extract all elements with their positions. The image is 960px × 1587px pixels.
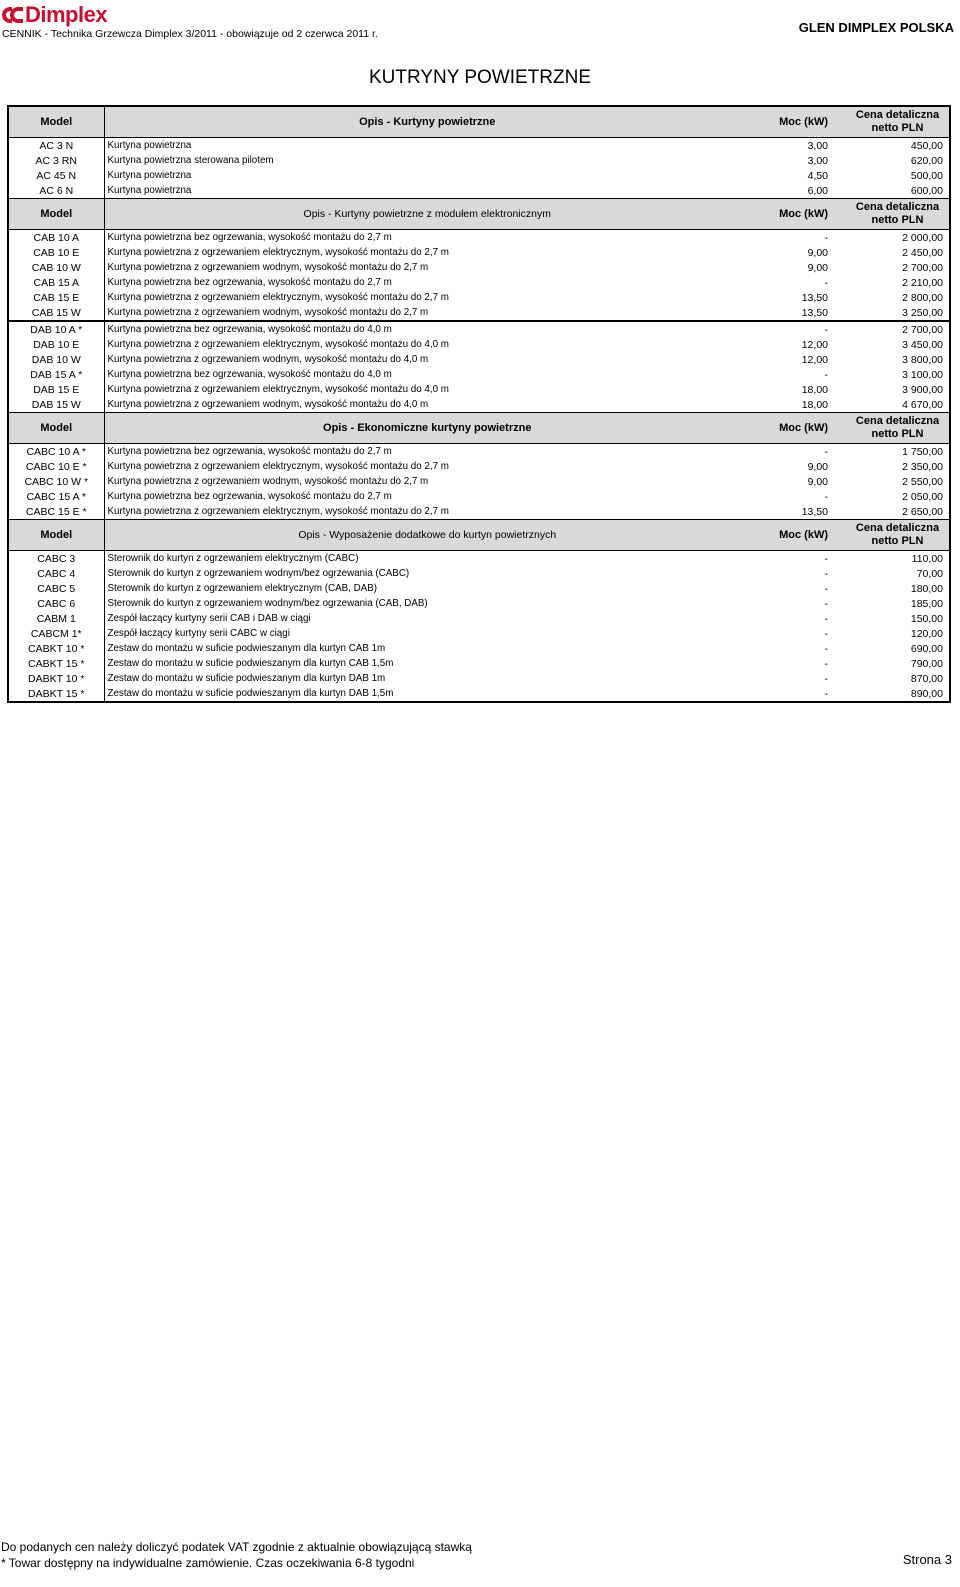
description-cell: Kurtyna powietrzna z ogrzewaniem elektrycznym, wysokość montażu do 2,7 m bbox=[107, 460, 449, 472]
price-header-line1: Cena detaliczna bbox=[855, 415, 940, 427]
model-cell: CAB 15 A bbox=[8, 275, 104, 290]
price-cell: 2 800,00 bbox=[902, 291, 943, 304]
power-cell: - bbox=[824, 276, 828, 289]
table-row bbox=[8, 382, 950, 397]
price-cell: 450,00 bbox=[910, 139, 943, 152]
model-cell: CABC 10 E * bbox=[8, 459, 104, 474]
table-row bbox=[8, 474, 950, 489]
table-row bbox=[8, 260, 950, 275]
table-row bbox=[8, 321, 950, 337]
model-cell: AC 3 RN bbox=[8, 153, 104, 168]
power-cell: 4,50 bbox=[807, 169, 828, 182]
description-cell: Kurtyna powietrzna z ogrzewaniem wodnym, wysokość montażu do 2,7 m bbox=[107, 475, 429, 487]
price-header-line1: Cena detaliczna bbox=[855, 522, 940, 534]
price-cell: 120,00 bbox=[910, 627, 943, 640]
section-header-row bbox=[8, 413, 950, 444]
section-header-row bbox=[8, 106, 950, 138]
description-cell: Sterownik do kurtyn z ogrzewaniem wodnym/bez ogrzewania (CABC) bbox=[107, 567, 410, 579]
price-cell: 3 800,00 bbox=[902, 353, 943, 366]
table-row bbox=[8, 337, 950, 352]
column-header-model: Model bbox=[8, 199, 104, 230]
power-cell: 3,00 bbox=[807, 154, 828, 167]
power-cell: 9,00 bbox=[807, 246, 828, 259]
power-cell: - bbox=[824, 445, 828, 458]
price-cell: 4 670,00 bbox=[902, 398, 943, 411]
table-row bbox=[8, 489, 950, 504]
description-cell: Kurtyna powietrzna bbox=[107, 139, 192, 151]
power-cell: 9,00 bbox=[807, 261, 828, 274]
page-title: KUTRYNY POWIETRZNE bbox=[368, 67, 592, 88]
model-cell: DAB 15 W bbox=[8, 397, 104, 413]
description-cell: Kurtyna powietrzna bez ogrzewania, wysokość montażu do 2,7 m bbox=[107, 276, 392, 288]
price-cell: 3 250,00 bbox=[902, 306, 943, 319]
dimplex-logo-icon bbox=[2, 5, 24, 25]
price-header-line2: netto PLN bbox=[871, 428, 924, 440]
description-cell: Kurtyna powietrzna z ogrzewaniem elektrycznym, wysokość montażu do 2,7 m bbox=[107, 505, 449, 517]
description-cell: Zestaw do montażu w suficie podwieszanym dla kurtyn DAB 1m bbox=[107, 672, 386, 684]
description-cell: Kurtyna powietrzna sterowana pilotem bbox=[107, 154, 274, 166]
table-row bbox=[8, 444, 950, 460]
description-cell: Zestaw do montażu w suficie podwieszanym dla kurtyn DAB 1,5m bbox=[107, 687, 394, 699]
price-cell: 185,00 bbox=[910, 597, 943, 610]
description-cell: Zespół łaczący kurtyny serii CABC w ciągi bbox=[107, 627, 290, 639]
model-cell: CABC 6 bbox=[8, 596, 104, 611]
column-header-price bbox=[846, 106, 950, 138]
model-cell: CAB 15 E bbox=[8, 290, 104, 305]
price-cell: 2 550,00 bbox=[902, 475, 943, 488]
power-cell: - bbox=[824, 490, 828, 503]
model-cell: CABC 15 A * bbox=[8, 489, 104, 504]
table-row bbox=[8, 581, 950, 596]
price-cell: 3 450,00 bbox=[902, 338, 943, 351]
dimplex-logo bbox=[2, 3, 107, 27]
company-name: GLEN DIMPLEX POLSKA bbox=[798, 20, 954, 35]
table-row bbox=[8, 641, 950, 656]
model-cell: CABC 15 E * bbox=[8, 504, 104, 520]
price-table bbox=[7, 105, 951, 703]
table-row bbox=[8, 183, 950, 199]
price-cell: 2 000,00 bbox=[902, 231, 943, 244]
description-cell: Kurtyna powietrzna bez ogrzewania, wysokość montażu do 4,0 m bbox=[104, 321, 750, 337]
column-header-power: Moc (kW) bbox=[750, 106, 846, 138]
table-row bbox=[8, 671, 950, 686]
description-cell: Zespół łaczący kurtyny serii CAB i DAB w ciągi bbox=[107, 612, 311, 624]
power-cell: - bbox=[824, 231, 828, 244]
table-row bbox=[8, 153, 950, 168]
price-cell: 2 210,00 bbox=[902, 276, 943, 289]
model-cell: DABKT 15 * bbox=[8, 686, 104, 702]
price-header-line1: Cena detaliczna bbox=[855, 201, 940, 213]
power-cell: 3,00 bbox=[807, 139, 828, 152]
price-cell: 2 050,00 bbox=[902, 490, 943, 503]
power-cell: - bbox=[824, 552, 828, 565]
model-cell: DAB 10 W bbox=[8, 352, 104, 367]
power-cell: - bbox=[824, 627, 828, 640]
logo-text: Dimplex bbox=[25, 2, 108, 27]
model-cell: AC 6 N bbox=[8, 183, 104, 199]
price-cell: 1 750,00 bbox=[902, 445, 943, 458]
price-cell: 600,00 bbox=[910, 184, 943, 197]
power-cell: - bbox=[824, 582, 828, 595]
table-row bbox=[8, 305, 950, 321]
model-cell: DAB 15 E bbox=[8, 382, 104, 397]
model-cell: CABC 10 W * bbox=[8, 474, 104, 489]
price-cell: 790,00 bbox=[910, 657, 943, 670]
table-row bbox=[8, 275, 950, 290]
power-cell: 18,00 bbox=[801, 398, 828, 411]
model-cell: DAB 10 A * bbox=[8, 321, 104, 337]
price-cell: 870,00 bbox=[910, 672, 943, 685]
table-row bbox=[8, 352, 950, 367]
vat-note: Do podanych cen należy doliczyć podatek VAT zgodnie z aktualnie obowiązującą stawką bbox=[1, 1540, 472, 1554]
table-row bbox=[8, 656, 950, 671]
model-cell: CABC 10 A * bbox=[8, 444, 104, 460]
price-cell: 3 900,00 bbox=[902, 383, 943, 396]
power-cell: 12,00 bbox=[801, 353, 828, 366]
price-header-line2: netto PLN bbox=[871, 122, 924, 134]
description-cell: Kurtyna powietrzna bez ogrzewania, wysokość montażu do 2,7 m bbox=[107, 231, 392, 243]
column-header-description: Opis - Ekonomiczne kurtyny powietrzne bbox=[104, 413, 750, 444]
column-header-description: Opis - Kurtyny powietrzne bbox=[104, 106, 750, 138]
table-row bbox=[8, 230, 950, 246]
column-header-description: Opis - Wyposażenie dodatkowe do kurtyn powietrznych bbox=[104, 520, 750, 551]
table-row bbox=[8, 290, 950, 305]
model-cell: CABC 3 bbox=[8, 551, 104, 567]
column-header-power: Moc (kW) bbox=[750, 413, 846, 444]
power-cell: - bbox=[824, 657, 828, 670]
table-row bbox=[8, 551, 950, 567]
page-header bbox=[0, 0, 960, 42]
table-row bbox=[8, 245, 950, 260]
table-row bbox=[8, 611, 950, 626]
power-cell: 12,00 bbox=[801, 338, 828, 351]
price-header-line2: netto PLN bbox=[871, 535, 924, 547]
power-cell: 13,50 bbox=[801, 505, 828, 518]
model-cell: CAB 15 W bbox=[8, 305, 104, 321]
description-cell: Sterownik do kurtyn z ogrzewaniem wodnym/bez ogrzewania (CAB, DAB) bbox=[107, 597, 428, 609]
description-cell: Zestaw do montażu w suficie podwieszanym dla kurtyn CAB 1m bbox=[107, 642, 386, 654]
model-cell: CABM 1 bbox=[8, 611, 104, 626]
power-cell: 18,00 bbox=[801, 383, 828, 396]
price-cell: 2 450,00 bbox=[902, 246, 943, 259]
table-row bbox=[8, 397, 950, 413]
power-cell: - bbox=[824, 597, 828, 610]
model-cell: CABKT 10 * bbox=[8, 641, 104, 656]
price-cell: 70,00 bbox=[916, 567, 943, 580]
model-cell: AC 3 N bbox=[8, 138, 104, 154]
price-cell: 180,00 bbox=[910, 582, 943, 595]
price-cell: 2 650,00 bbox=[902, 505, 943, 518]
model-cell: CAB 10 W bbox=[8, 260, 104, 275]
price-table-body bbox=[8, 106, 950, 702]
column-header-power: Moc (kW) bbox=[750, 199, 846, 230]
description-cell: Kurtyna powietrzna bez ogrzewania, wysokość montażu do 2,7 m bbox=[107, 490, 392, 502]
page-number: Strona 3 bbox=[902, 1552, 952, 1567]
column-header-model: Model bbox=[8, 520, 104, 551]
model-cell: CABKT 15 * bbox=[8, 656, 104, 671]
price-cell: 2 700,00 bbox=[846, 321, 950, 337]
price-cell: 2 700,00 bbox=[902, 261, 943, 274]
description-cell: Kurtyna powietrzna z ogrzewaniem wodnym, wysokość montażu do 4,0 m bbox=[107, 398, 429, 410]
table-row bbox=[8, 168, 950, 183]
power-cell: - bbox=[824, 642, 828, 655]
table-row bbox=[8, 566, 950, 581]
model-cell: AC 45 N bbox=[8, 168, 104, 183]
price-cell: 690,00 bbox=[910, 642, 943, 655]
price-cell: 620,00 bbox=[910, 154, 943, 167]
table-row bbox=[8, 596, 950, 611]
description-cell: Kurtyna powietrzna z ogrzewaniem elektrycznym, wysokość montażu do 2,7 m bbox=[107, 291, 449, 303]
description-cell: Kurtyna powietrzna bbox=[107, 169, 192, 181]
column-header-power: Moc (kW) bbox=[750, 520, 846, 551]
column-header-description: Opis - Kurtyny powietrzne z modułem elektronicznym bbox=[104, 199, 750, 230]
description-cell: Kurtyna powietrzna bbox=[107, 184, 192, 196]
price-cell: 500,00 bbox=[910, 169, 943, 182]
model-cell: DABKT 10 * bbox=[8, 671, 104, 686]
table-row bbox=[8, 459, 950, 474]
table-row bbox=[8, 504, 950, 520]
price-cell: 110,00 bbox=[911, 552, 943, 565]
power-cell: 13,50 bbox=[801, 291, 828, 304]
column-header-model: Model bbox=[8, 413, 104, 444]
description-cell: Kurtyna powietrzna z ogrzewaniem wodnym, wysokość montażu do 2,7 m bbox=[107, 306, 429, 318]
model-cell: CAB 10 A bbox=[8, 230, 104, 246]
description-cell: Zestaw do montażu w suficie podwieszanym dla kurtyn CAB 1,5m bbox=[107, 657, 394, 669]
description-cell: Kurtyna powietrzna z ogrzewaniem elektrycznym, wysokość montażu do 4,0 m bbox=[107, 383, 449, 395]
column-header-price bbox=[846, 520, 950, 551]
description-cell: Kurtyna powietrzna z ogrzewaniem elektrycznym, wysokość montażu do 2,7 m bbox=[107, 246, 449, 258]
availability-note: * Towar dostępny na indywidualne zamówienie. Czas oczekiwania 6-8 tygodni bbox=[1, 1556, 415, 1570]
model-cell: DAB 15 A * bbox=[8, 367, 104, 382]
power-cell: 6,00 bbox=[807, 184, 828, 197]
model-cell: CABCM 1* bbox=[8, 626, 104, 641]
description-cell: Kurtyna powietrzna z ogrzewaniem wodnym, wysokość montażu do 2,7 m bbox=[107, 261, 429, 273]
document-subtitle: CENNIK - Technika Grzewcza Dimplex 3/2011 - obowiązuje od 2 czerwca 2011 r. bbox=[2, 28, 378, 40]
column-header-price bbox=[846, 413, 950, 444]
power-cell: - bbox=[824, 612, 828, 625]
model-cell: CAB 10 E bbox=[8, 245, 104, 260]
power-cell: - bbox=[750, 321, 846, 337]
price-cell: 3 100,00 bbox=[902, 368, 943, 381]
price-header-line2: netto PLN bbox=[871, 214, 924, 226]
description-cell: Kurtyna powietrzna z ogrzewaniem wodnym, wysokość montażu do 4,0 m bbox=[107, 353, 429, 365]
section-header-row bbox=[8, 199, 950, 230]
column-header-model: Model bbox=[8, 106, 104, 138]
power-cell: - bbox=[824, 368, 828, 381]
table-row bbox=[8, 367, 950, 382]
power-cell: - bbox=[824, 567, 828, 580]
description-cell: Kurtyna powietrzna bez ogrzewania, wysokość montażu do 2,7 m bbox=[107, 445, 392, 457]
table-row bbox=[8, 686, 950, 702]
price-cell: 150,00 bbox=[910, 612, 943, 625]
price-cell: 2 350,00 bbox=[902, 460, 943, 473]
power-cell: 9,00 bbox=[807, 460, 828, 473]
description-cell: Kurtyna powietrzna z ogrzewaniem elektrycznym, wysokość montażu do 4,0 m bbox=[107, 338, 449, 350]
price-header-line1: Cena detaliczna bbox=[855, 109, 940, 121]
table-row bbox=[8, 626, 950, 641]
column-header-price bbox=[846, 199, 950, 230]
description-cell: Sterownik do kurtyn z ogrzewaniem elektrycznym (CAB, DAB) bbox=[107, 582, 378, 594]
power-cell: - bbox=[824, 687, 828, 700]
description-cell: Sterownik do kurtyn z ogrzewaniem elektrycznym (CABC) bbox=[107, 552, 359, 564]
price-cell: 890,00 bbox=[910, 687, 943, 700]
footer-notes bbox=[1, 1539, 472, 1571]
model-cell: CABC 4 bbox=[8, 566, 104, 581]
model-cell: DAB 10 E bbox=[8, 337, 104, 352]
description-cell: Kurtyna powietrzna bez ogrzewania, wysokość montażu do 4,0 m bbox=[107, 368, 392, 380]
power-cell: - bbox=[824, 672, 828, 685]
power-cell: 9,00 bbox=[807, 475, 828, 488]
power-cell: 13,50 bbox=[801, 306, 828, 319]
section-header-row bbox=[8, 520, 950, 551]
model-cell: CABC 5 bbox=[8, 581, 104, 596]
table-row bbox=[8, 138, 950, 154]
